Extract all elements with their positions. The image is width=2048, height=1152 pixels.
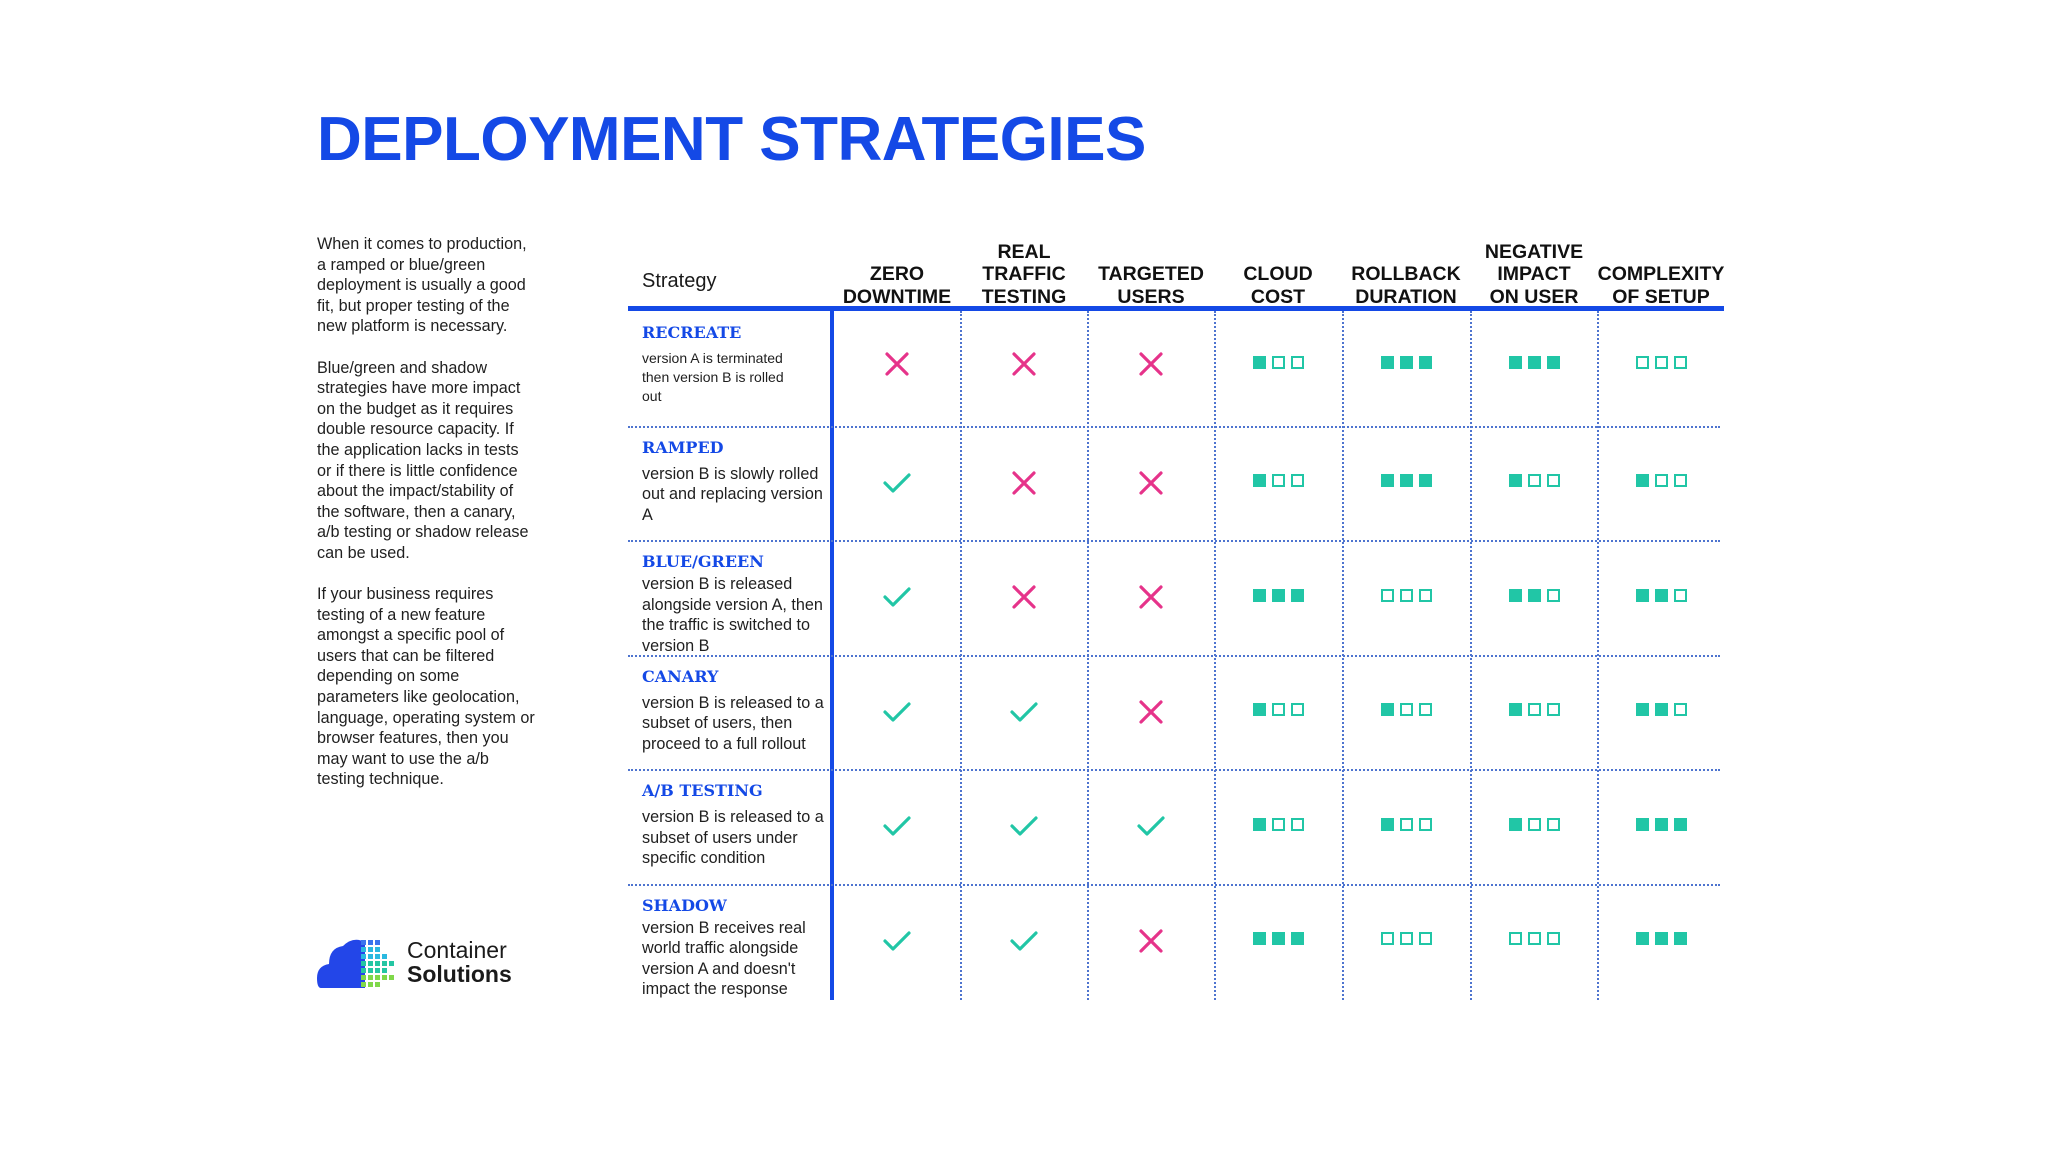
filled-square-icon: [1509, 589, 1522, 602]
filled-square-icon: [1253, 356, 1266, 369]
strategy-name-recreate: RECREATE: [642, 323, 742, 342]
level-squares-icon: [1215, 461, 1341, 501]
strategy-name-canary: CANARY: [642, 666, 719, 686]
empty-square-icon: [1528, 818, 1541, 831]
cross-icon: [961, 577, 1087, 617]
empty-square-icon: [1655, 356, 1668, 369]
row-divider: [628, 655, 1720, 657]
cross-icon: [1088, 921, 1214, 961]
filled-square-icon: [1381, 703, 1394, 716]
cross-icon: [961, 463, 1087, 503]
empty-square-icon: [1674, 703, 1687, 716]
level-squares: [1253, 589, 1304, 602]
filled-square-icon: [1655, 703, 1668, 716]
empty-square-icon: [1381, 932, 1394, 945]
level-squares: [1636, 356, 1687, 369]
empty-square-icon: [1400, 932, 1413, 945]
logo-text-solutions: Solutions: [407, 961, 512, 987]
level-squares-icon: [1598, 461, 1724, 501]
level-squares: [1253, 818, 1304, 831]
level-squares-icon: [1598, 804, 1724, 844]
strategy-description: version B is released to a subset of users under specific condition: [642, 808, 824, 868]
strategy-name-shadow: SHADOW: [642, 895, 727, 915]
page-title: DEPLOYMENT STRATEGIES: [317, 105, 1146, 174]
empty-square-icon: [1547, 474, 1560, 487]
column-header-complexity-of-setup: COMPLEXITY OF SETUP: [1597, 263, 1725, 308]
filled-square-icon: [1509, 474, 1522, 487]
strategy-name-a-b-testing: A/B TESTING: [642, 781, 763, 800]
check-icon: [834, 806, 960, 846]
level-squares: [1253, 474, 1304, 487]
empty-square-icon: [1400, 589, 1413, 602]
empty-square-icon: [1655, 474, 1668, 487]
level-squares-icon: [1471, 919, 1597, 959]
level-squares-icon: [1215, 690, 1341, 730]
level-squares: [1509, 589, 1560, 602]
level-squares-icon: [1598, 690, 1724, 730]
level-squares-icon: [1215, 804, 1341, 844]
empty-square-icon: [1272, 356, 1285, 369]
cross-icon: [1088, 577, 1214, 617]
cross-icon: [1088, 463, 1214, 503]
intro-paragraph: If your business requires testing of a new feature amongst a specific pool of users that can be filtered depending on some parameters like geolocation, language, operating system or browser features, then you may want to use the a/b testing technique.: [317, 585, 535, 789]
filled-square-icon: [1636, 818, 1649, 831]
level-squares: [1509, 932, 1560, 945]
level-squares-icon: [1215, 342, 1341, 382]
empty-square-icon: [1547, 818, 1560, 831]
level-squares: [1636, 703, 1687, 716]
level-squares-icon: [1471, 690, 1597, 730]
filled-square-icon: [1509, 818, 1522, 831]
level-squares-icon: [1215, 575, 1341, 615]
empty-square-icon: [1674, 356, 1687, 369]
filled-square-icon: [1272, 589, 1285, 602]
filled-square-icon: [1381, 356, 1394, 369]
check-icon: [961, 806, 1087, 846]
level-squares: [1381, 474, 1432, 487]
intro-paragraph: When it comes to production, a ramped or blue/green deployment is usually a good fit, but proper testing of the new platform is necessary.: [317, 235, 527, 336]
check-icon: [834, 463, 960, 503]
column-header-zero-downtime: ZERO DOWNTIME: [842, 263, 952, 308]
empty-square-icon: [1400, 818, 1413, 831]
strategy-name-blue-green: BLUE/GREEN: [642, 552, 764, 571]
level-squares-icon: [1343, 575, 1469, 615]
empty-square-icon: [1272, 703, 1285, 716]
strategy-description: version B is released alongside version A, then the traffic is switched to version B: [642, 575, 823, 655]
check-icon: [834, 921, 960, 961]
strategy-description: version B is slowly rolled out and replacing version A: [642, 464, 823, 524]
level-squares: [1509, 818, 1560, 831]
level-squares: [1509, 356, 1560, 369]
intro-paragraph: Blue/green and shadow strategies have more impact on the budget as it requires double resource capacity. If the application lacks in tests or if there is little confidence about the impact/stability of the software, then a canary, a/b testing or shadow release can be used.: [317, 358, 529, 562]
empty-square-icon: [1419, 818, 1432, 831]
intro-text: [317, 234, 535, 811]
filled-square-icon: [1636, 932, 1649, 945]
cross-icon: [1088, 344, 1214, 384]
cross-icon: [1088, 692, 1214, 732]
filled-square-icon: [1400, 474, 1413, 487]
empty-square-icon: [1419, 589, 1432, 602]
filled-square-icon: [1636, 474, 1649, 487]
level-squares-icon: [1343, 461, 1469, 501]
filled-square-icon: [1674, 932, 1687, 945]
deployment-strategies-table: [628, 220, 1724, 1000]
cloud-logo-icon: [317, 930, 403, 990]
filled-square-icon: [1655, 589, 1668, 602]
filled-square-icon: [1253, 703, 1266, 716]
filled-square-icon: [1636, 589, 1649, 602]
filled-square-icon: [1528, 589, 1541, 602]
empty-square-icon: [1547, 589, 1560, 602]
level-squares: [1636, 474, 1687, 487]
filled-square-icon: [1253, 474, 1266, 487]
empty-square-icon: [1291, 703, 1304, 716]
check-icon: [961, 692, 1087, 732]
row-divider: [628, 769, 1720, 771]
column-header-negative-impact-on-user: NEGATIVE IMPACT ON USER: [1484, 240, 1584, 308]
empty-square-icon: [1528, 474, 1541, 487]
logo-text-container: Container: [407, 937, 507, 963]
cross-icon: [834, 344, 960, 384]
filled-square-icon: [1547, 356, 1560, 369]
strategy-name-ramped: RAMPED: [642, 437, 724, 457]
empty-square-icon: [1419, 932, 1432, 945]
filled-square-icon: [1509, 703, 1522, 716]
empty-square-icon: [1272, 818, 1285, 831]
strategy-description: version A is terminated then version B is rolled out: [642, 350, 784, 404]
level-squares: [1636, 932, 1687, 945]
check-icon: [1088, 806, 1214, 846]
empty-square-icon: [1636, 356, 1649, 369]
filled-square-icon: [1419, 474, 1432, 487]
empty-square-icon: [1400, 703, 1413, 716]
strategy-description: version B is released to a subset of users, then proceed to a full rollout: [642, 693, 824, 753]
level-squares-icon: [1215, 919, 1341, 959]
level-squares: [1253, 932, 1304, 945]
filled-square-icon: [1509, 356, 1522, 369]
empty-square-icon: [1291, 818, 1304, 831]
container-solutions-logo: [317, 930, 527, 990]
row-divider: [628, 426, 1720, 428]
empty-square-icon: [1291, 474, 1304, 487]
level-squares-icon: [1343, 919, 1469, 959]
filled-square-icon: [1291, 589, 1304, 602]
empty-square-icon: [1291, 356, 1304, 369]
empty-square-icon: [1272, 474, 1285, 487]
column-header-cloud-cost: CLOUD COST: [1243, 263, 1313, 308]
level-squares-icon: [1471, 461, 1597, 501]
strategy-column-header: Strategy: [642, 270, 717, 292]
level-squares-icon: [1598, 919, 1724, 959]
filled-square-icon: [1291, 932, 1304, 945]
empty-square-icon: [1419, 703, 1432, 716]
strategy-description: version B receives real world traffic alongside version A and doesn't impact the response: [642, 918, 806, 999]
empty-square-icon: [1674, 474, 1687, 487]
empty-square-icon: [1381, 589, 1394, 602]
level-squares: [1381, 356, 1432, 369]
level-squares-icon: [1598, 575, 1724, 615]
row-divider: [628, 884, 1720, 886]
column-header-targeted-users: TARGETED USERS: [1098, 263, 1204, 308]
filled-square-icon: [1655, 818, 1668, 831]
empty-square-icon: [1528, 703, 1541, 716]
level-squares-icon: [1471, 342, 1597, 382]
check-icon: [834, 577, 960, 617]
filled-square-icon: [1419, 356, 1432, 369]
check-icon: [961, 921, 1087, 961]
level-squares: [1381, 818, 1432, 831]
level-squares: [1381, 589, 1432, 602]
level-squares: [1509, 474, 1560, 487]
level-squares-icon: [1471, 804, 1597, 844]
filled-square-icon: [1272, 932, 1285, 945]
column-header-real-traffic-testing: REAL TRAFFIC TESTING: [981, 240, 1067, 308]
empty-square-icon: [1528, 932, 1541, 945]
level-squares: [1381, 932, 1432, 945]
cross-icon: [961, 344, 1087, 384]
level-squares-icon: [1343, 690, 1469, 730]
level-squares: [1636, 818, 1687, 831]
row-divider: [628, 540, 1720, 542]
level-squares: [1636, 589, 1687, 602]
level-squares-icon: [1598, 342, 1724, 382]
filled-square-icon: [1381, 474, 1394, 487]
filled-square-icon: [1636, 703, 1649, 716]
empty-square-icon: [1547, 703, 1560, 716]
filled-square-icon: [1253, 932, 1266, 945]
level-squares-icon: [1343, 342, 1469, 382]
filled-square-icon: [1528, 356, 1541, 369]
check-icon: [834, 692, 960, 732]
level-squares-icon: [1343, 804, 1469, 844]
filled-square-icon: [1381, 818, 1394, 831]
empty-square-icon: [1547, 932, 1560, 945]
filled-square-icon: [1253, 818, 1266, 831]
level-squares: [1253, 356, 1304, 369]
level-squares: [1509, 703, 1560, 716]
filled-square-icon: [1655, 932, 1668, 945]
column-header-rollback-duration: ROLLBACK DURATION: [1351, 263, 1461, 308]
filled-square-icon: [1253, 589, 1266, 602]
level-squares-icon: [1471, 575, 1597, 615]
empty-square-icon: [1674, 589, 1687, 602]
level-squares: [1253, 703, 1304, 716]
filled-square-icon: [1674, 818, 1687, 831]
level-squares: [1381, 703, 1432, 716]
empty-square-icon: [1509, 932, 1522, 945]
filled-square-icon: [1400, 356, 1413, 369]
